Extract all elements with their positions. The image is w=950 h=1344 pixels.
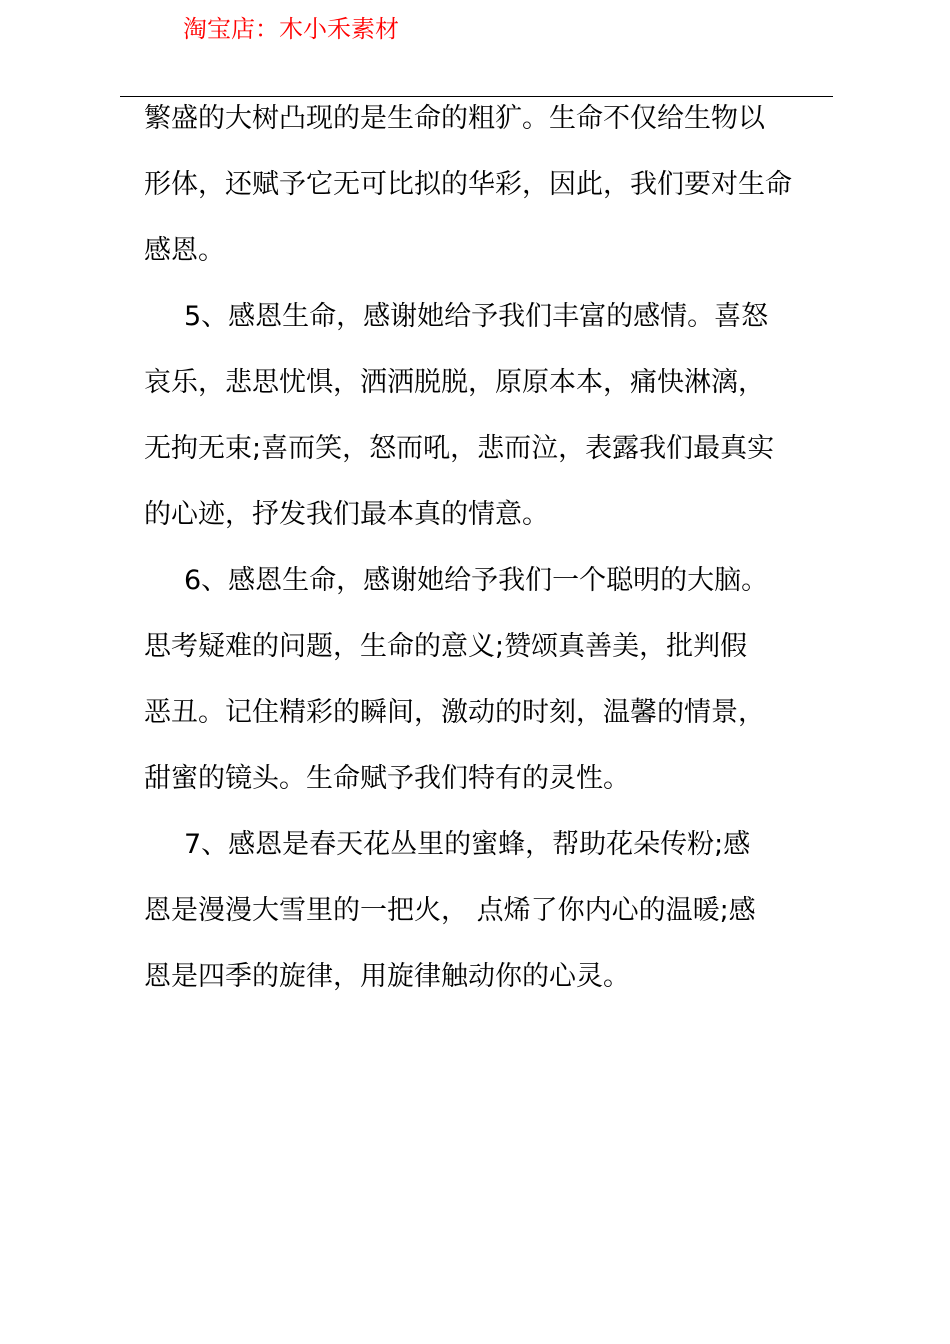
- document-body: [144, 86, 812, 1010]
- text-line: 无拘无束;喜而笑，怒而吼，悲而泣，表露我们最真实: [144, 433, 775, 464]
- paragraph-6-first-line: 6、感恩生命，感谢她给予我们一个聪明的大脑。: [184, 565, 769, 596]
- text-line: 思考疑难的问题，生命的意义;赞颂真善美，批判假: [144, 631, 748, 662]
- paragraph-7-first-line: 7、感恩是春天花丛里的蜜蜂，帮助花朵传粉;感: [184, 829, 751, 860]
- text-line: 的心迹，抒发我们最本真的情意。: [144, 499, 549, 530]
- text-line: 感恩。: [144, 235, 225, 266]
- text-line: 形体，还赋予它无可比拟的华彩，因此，我们要对生命: [144, 169, 792, 200]
- text-line: 哀乐，悲思忧惧，洒洒脱脱，原原本本，痛快淋漓，: [144, 367, 765, 398]
- text-line: 恩是漫漫大雪里的一把火， 点烯了你内心的温暖;感: [144, 895, 756, 926]
- text-line: 繁盛的大树凸现的是生命的粗犷。生命不仅给生物以: [144, 103, 765, 134]
- paragraph-5-first-line: 5、感恩生命，感谢她给予我们丰富的感情。喜怒: [184, 301, 769, 332]
- text-line: 恩是四季的旋律，用旋律触动你的心灵。: [144, 961, 630, 992]
- text-line: 甜蜜的镜头。生命赋予我们特有的灵性。: [144, 763, 630, 794]
- shop-header: 淘宝店：木小禾素材: [183, 15, 399, 43]
- text-line: 恶丑。记住精彩的瞬间，激动的时刻，温馨的情景，: [144, 697, 765, 728]
